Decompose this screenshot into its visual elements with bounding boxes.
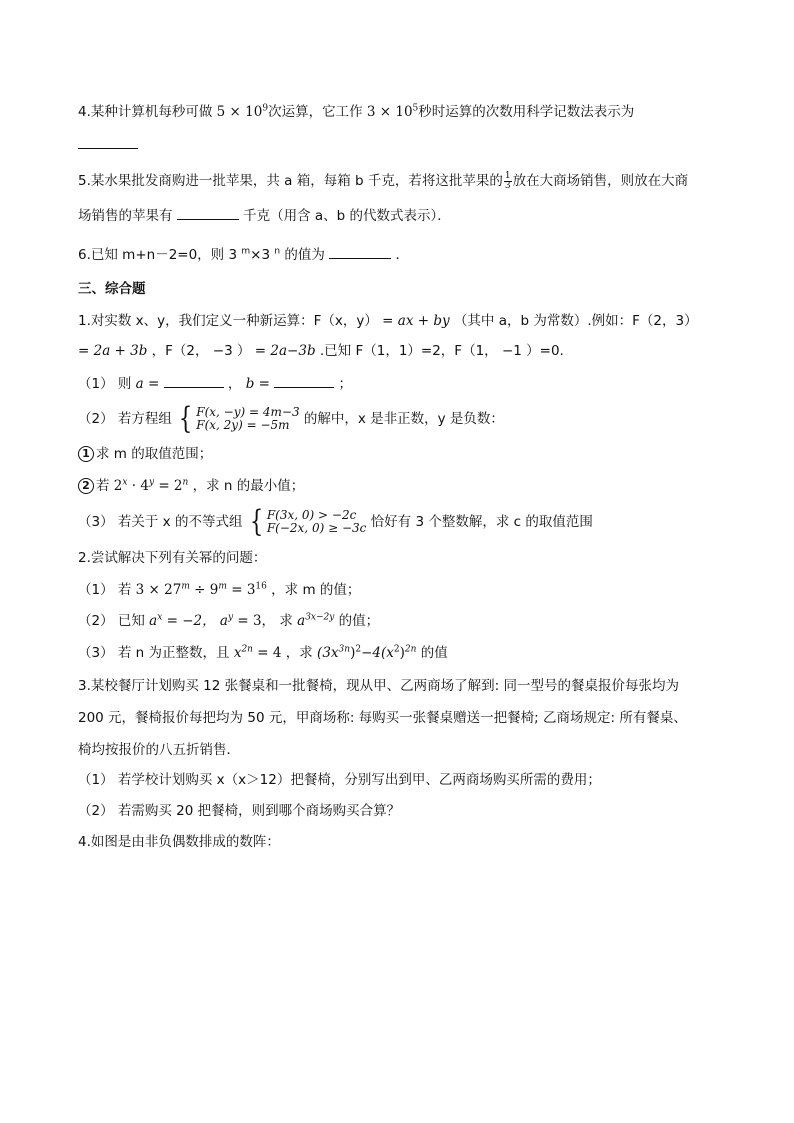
fraction-one-third: $\frac{1}{3}$ (504, 170, 511, 191)
problem-1-line-1: 1.对实数 x、y，我们定义一种新运算：F（x，y） = ax + by （其中 a，b 为常数）.例如：F（2，3） (78, 313, 698, 329)
q6-text-4: ． (391, 247, 409, 263)
problem-4-title: 4.如图是由非负偶数排成的数阵： (78, 834, 280, 850)
q5-text-2: 放在大商场销售，则放在大商 (512, 173, 689, 189)
q6-exp-n: n (274, 246, 281, 257)
section-heading: 三、综合题 (78, 281, 146, 297)
q5-text: 5.某水果批发商购进一批苹果，共 a 箱，每箱 b 千克，若将这批苹果的 (78, 173, 503, 189)
q6-exp-m: m (241, 246, 251, 257)
problem-2-title: 2.尝试解决下列有关幂的问题： (78, 550, 267, 566)
q5-answer-blank[interactable] (177, 205, 239, 220)
q4-answer-blank[interactable] (78, 134, 138, 155)
p1-formula: ax + by (397, 313, 450, 329)
problem-1-part-3: （3） 若关于 x 的不等式组 { F(3x, 0) > −2c F(−2x, 0) ≥ −3c 恰好有 3 个整数解，求 c 的取值范围 (78, 504, 593, 539)
circled-number-2: 2 (78, 478, 94, 494)
problem-1-part-2: （2） 若方程组 { F(x, −y) = 4m−3 F(x, 2y) = −5m 的解中，x 是非正数，y 是负数： (78, 401, 504, 436)
problem-2-part-2: （2） 已知 $a^x = -2$， $a^y = 3$， 求 $a^{3x-2y}$ 的值； (78, 612, 380, 629)
problem-1-sub-1: 1 求 m 的取值范围； (78, 444, 212, 464)
problem-1-sub-2: 2 若 $2^x \cdot 4^y = 2^n$ ，求 n 的最小值； (78, 476, 304, 496)
q5-text-4: 千克（用含 a、b 的代数式表示）． (238, 208, 451, 224)
q4-text: 4.某种计算机每秒可做 (78, 104, 217, 120)
problem-3-part-1: （1） 若学校计划购买 x（x＞12）把餐椅，分别写出到甲、乙两商场购买所需的费用； (78, 772, 601, 788)
q4-math-2: 3 × 10 (366, 104, 413, 120)
q4-exp-2: 5 (412, 103, 419, 114)
q5-text-3: 场销售的苹果有 (78, 208, 177, 224)
p1-blank-b[interactable] (274, 373, 334, 388)
q6-answer-blank[interactable] (329, 244, 391, 259)
circled-number-1: 1 (78, 446, 94, 462)
problem-3-part-2: （2） 若需购买 20 把餐椅，则到哪个商场购买合算？ (78, 803, 401, 819)
q4-math-1: 5 × 10 (216, 104, 263, 120)
question-4 (78, 102, 634, 122)
question-5-cont (78, 205, 451, 226)
problem-1-part-1: （1） 则 a = ， b = ； (78, 373, 352, 394)
q6-text-3: 的值为 (280, 247, 330, 263)
p1-blank-a[interactable] (164, 373, 224, 388)
question-5 (78, 171, 688, 191)
problem-3-line-2: 200 元，餐椅报价每把均为 50 元，甲商场称: 每购买一张餐桌赠送一把餐椅; 乙商场规定: 所有餐桌、 (78, 710, 687, 726)
problem-2-part-1: （1） 若 $3 \times 27^m \div 9^m = 3^{16}$ ，求 m 的值； (78, 581, 361, 598)
q4-text-3: 秒时运算的次数用科学记数法表示为 (418, 104, 635, 120)
q4-text-2: 次运算，它工作 (268, 104, 367, 120)
q6-text: 6.已知 m+n－2=0，则 3 (78, 247, 242, 263)
problem-3-line-1: 3.某校餐厅计划购买 12 张餐桌和一批餐椅，现从甲、乙两商场了解到: 同一型号的餐桌报价每张均为 (78, 678, 679, 694)
problem-3-line-3: 椅均按报价的八五折销售． (78, 742, 240, 758)
problem-1-line-2: = 2a + 3b ，F（2， −3 ） = 2a−3b .已知 F（1，1）=2，F（1， −1 ）=0. (78, 343, 564, 359)
question-6 (78, 244, 409, 265)
q6-text-2: ×3 (250, 247, 275, 263)
problem-2-part-3: （3） 若 n 为正整数，且 $x^{2n} = 4$ ，求 $(3x^{3n})^2-4(x^2)^{2n}$ 的值 (78, 644, 448, 661)
inequality-system: { F(3x, 0) > −2c F(−2x, 0) ≥ −3c (249, 504, 367, 539)
equation-system: { F(x, −y) = 4m−3 F(x, 2y) = −5m (179, 401, 300, 436)
q4-exp-1: 9 (262, 103, 269, 114)
